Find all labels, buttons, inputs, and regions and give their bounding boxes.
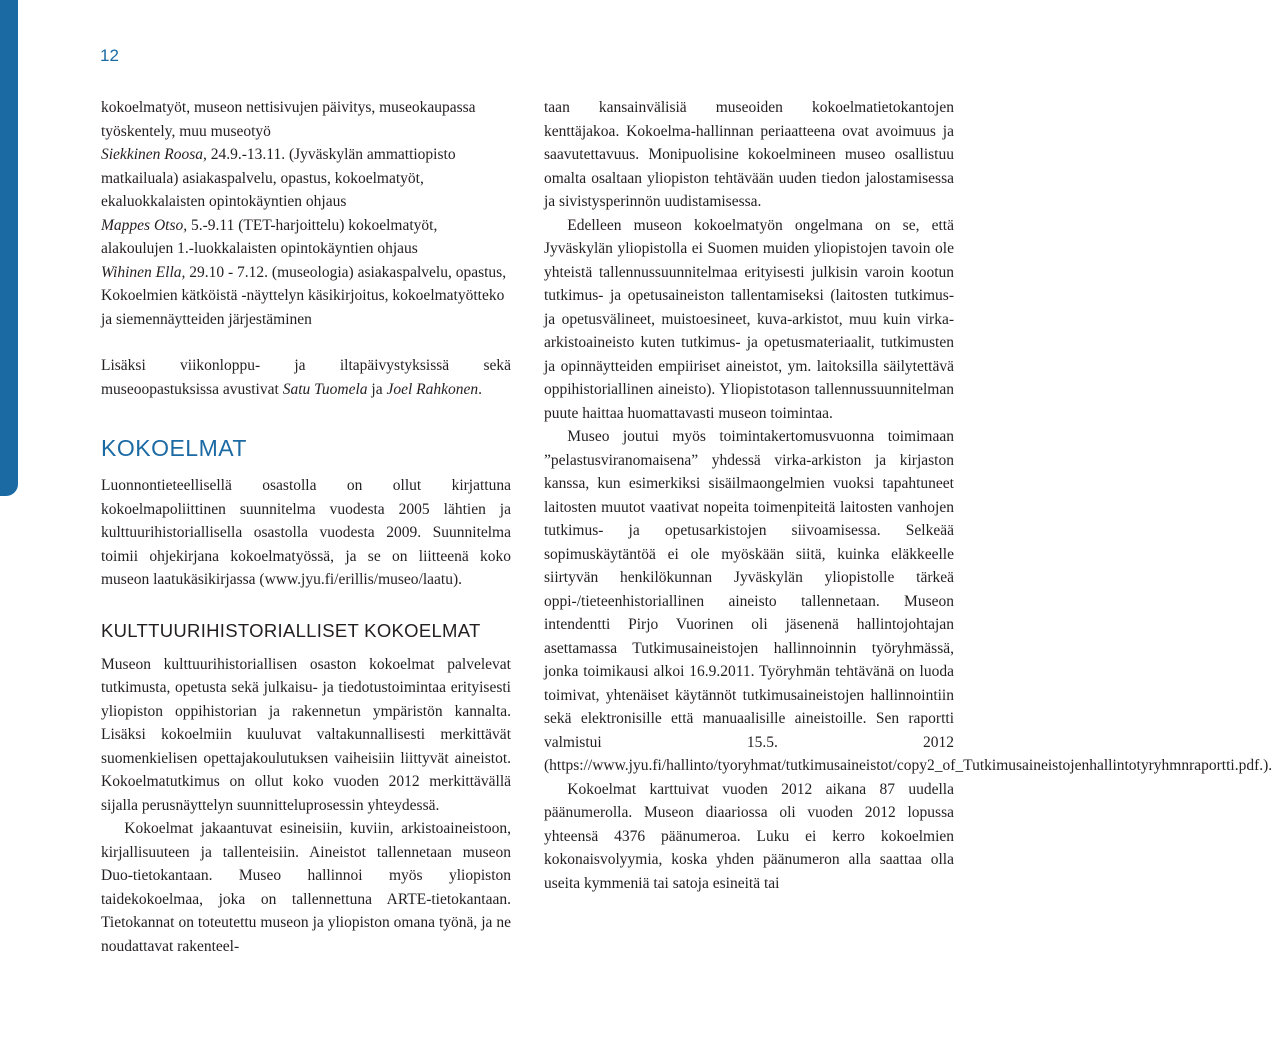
intern-name: Wihinen Ella,	[101, 263, 186, 281]
intern-entry-3: Mappes Otso, 5.-9.11 (TET-harjoittelu) kokoelmatyöt, alakoulujen 1.-luokkalaisten opintokäyntien ohjaus	[101, 216, 438, 257]
cultural-paragraph-2: Kokoelmat jakaantuvat esineisiin, kuviin, arkistoaineistoon, kirjallisuuteen ja tallenteisiin. Aineistot tallennetaan museon Duo-tietokantaan. Museo hallinnoi myös yliopiston taidekokoelmaa, joka on tallennettuna ARTE-tietokantaan. Tietokannat on toteutettu museon ja yliopiston omana työnä, ja ne noudattavat rakenteel-	[101, 820, 511, 955]
page-number: 12	[100, 46, 119, 65]
right-paragraph-1: taan kansainvälisiä museoiden kokoelmatietokantojen kenttäjakoa. Kokoelma-hallinnan periaatteena ovat avoimuus ja saavutettavuus. Monipuolisine kokoelmineen museo osallistuu omalta osaltaan yliopiston tehtävään uuden tiedon jalostamisessa ja sivistysperinnön uudistamisessa.	[544, 99, 954, 210]
right-paragraph-3: Museo joutui myös toimintakertomusvuonna toimimaan ”pelastusviranomaisena” yhdessä virka-arkiston ja kirjaston kanssa, kun esimerkiksi sisäilmaongelmien vuoksi tapahtuneet laitosten muutot vaativat nopeita toimenpiteitä laitosten vanhojen tutkimus- ja opetusarkistojen siivoamisessa. Selkeää sopimuskäytäntöä ei ole myöskään siitä, kuinka eläkkeelle siirtyvän henkilökunnan Jyväskylän yliopistolle tärkeä oppi-/tieteenhistoriallinen aineisto tallennetaan. Museon intendentti Pirjo Vuorinen oli jäsenenä hallintojohtajan asettamassa Tutkimusaineistojen hallinnoinnin työryhmässä, jonka toimikausi alkoi 16.9.2011. Työryhmän tehtävänä on luoda toimivat, yhtenäiset käytännöt tutkimusaineistojen hallinnointiin sekä elektronisille että manuaalisille aineistoille. Sen raportti valmistui 15.5. 2012 (https://www.jyu.fi/hallinto/tyoryhmat/tutkimusaineistot/copy2_of_Tutkimusaineistojenhallintotyryhmnraportti.pdf.).	[544, 428, 1272, 774]
intern-entry-2: Siekkinen Roosa, 24.9.-13.11. (Jyväskylän ammattiopisto matkailuala) asiakaspalvelu, opastus, kokoelmatyöt, ekaluokkalaisten opintokäyntien ohjaus	[101, 146, 456, 210]
left-column	[101, 96, 511, 958]
right-paragraph-2: Edelleen museon kokoelmatyön ongelmana on se, että Jyväskylän yliopistolla ei Suomen muiden yliopistojen tavoin ole yhteistä tallennussuunnitelmaa erityisesti julkisin varoin kootun tutkimus- ja opetusaineiston tallentamiseksi (laitosten tutkimus- ja opetusvälineet, muistoesineet, kuva-arkistot, muu kuin virka-arkistoaineisto kuten tutkimus- ja opetusmateriaalit, tutkimusten ja opinnäytteiden empiiriset aineistot, ym. laitoksilla säilytettävä oppihistoriallinen aineisto). Yliopistotason tallennussuunnitelman puute haittaa huomattavasti museon toimintaa.	[544, 216, 954, 422]
intern-name: Siekkinen Roosa,	[101, 146, 207, 163]
intern-name: Mappes Otso,	[101, 216, 188, 234]
right-column	[544, 96, 1272, 895]
side-color-tab	[0, 0, 18, 496]
section-heading-kokoelmat: KOKOELMAT	[101, 435, 247, 461]
collections-paragraph: Luonnontieteellisellä osastolla on ollut kirjattuna kokoelmapoliittinen suunnitelma vuodesta 2005 lähtien ja kulttuurihistoriallisella osastolla vuodesta 2009. Suunnitelma toimii ohjekirjana kokoelmatyössä, ja se on liitteenä koko museon laatukäsikirjassa (www.jyu.fi/erillis/museo/laatu).	[101, 477, 511, 588]
right-paragraph-4: Kokoelmat karttuivat vuoden 2012 aikana 87 uudella päänumerolla. Museon diaariossa oli vuoden 2012 lopussa yhteensä 4376 päänumeroa. Luku ei kerro kokoelmien kokonaisvolyymia, koska yhden päänumeron alla saattaa olla useita kymmeniä tai satoja esineitä tai	[544, 780, 954, 892]
intern-entry-1: kokoelmatyöt, museon nettisivujen päivitys, museokaupassa työskentely, muu museotyö	[101, 99, 476, 140]
section-heading-cultural-collections: KULTTUURIHISTORIALLISET KOKOELMAT	[101, 619, 481, 641]
intern-entry-4: Wihinen Ella, 29.10 - 7.12. (museologia) asiakaspalvelu, opastus, Kokoelmien kätköistä -näyttelyn käsikirjoitus, kokoelmatyötteko ja siemennäytteiden järjestäminen	[101, 263, 507, 328]
assistants-paragraph: Lisäksi viikonloppu- ja iltapäivystyksissä sekä museoopastuksissa avustivat Satu Tuomela ja Joel Rahkonen.	[101, 357, 511, 398]
cultural-paragraph-1: Museon kulttuurihistoriallisen osaston kokoelmat palvelevat tutkimusta, opetusta sekä julkaisu- ja tiedotustoimintaa erityisesti yliopiston oppihistorian ja rakennetun ympäristön kannalta. Lisäksi kokoelmiin kuuluvat valtakunnallisesti merkittävät suomenkielisen opettajakoulutuksen vaiheisiin liittyvät aineistot. Kokoelmatutkimus on ollut koko vuoden 2012 merkittävällä sijalla perusnäyttelyn suunnitteluprosessin yhteydessä.	[101, 655, 511, 814]
